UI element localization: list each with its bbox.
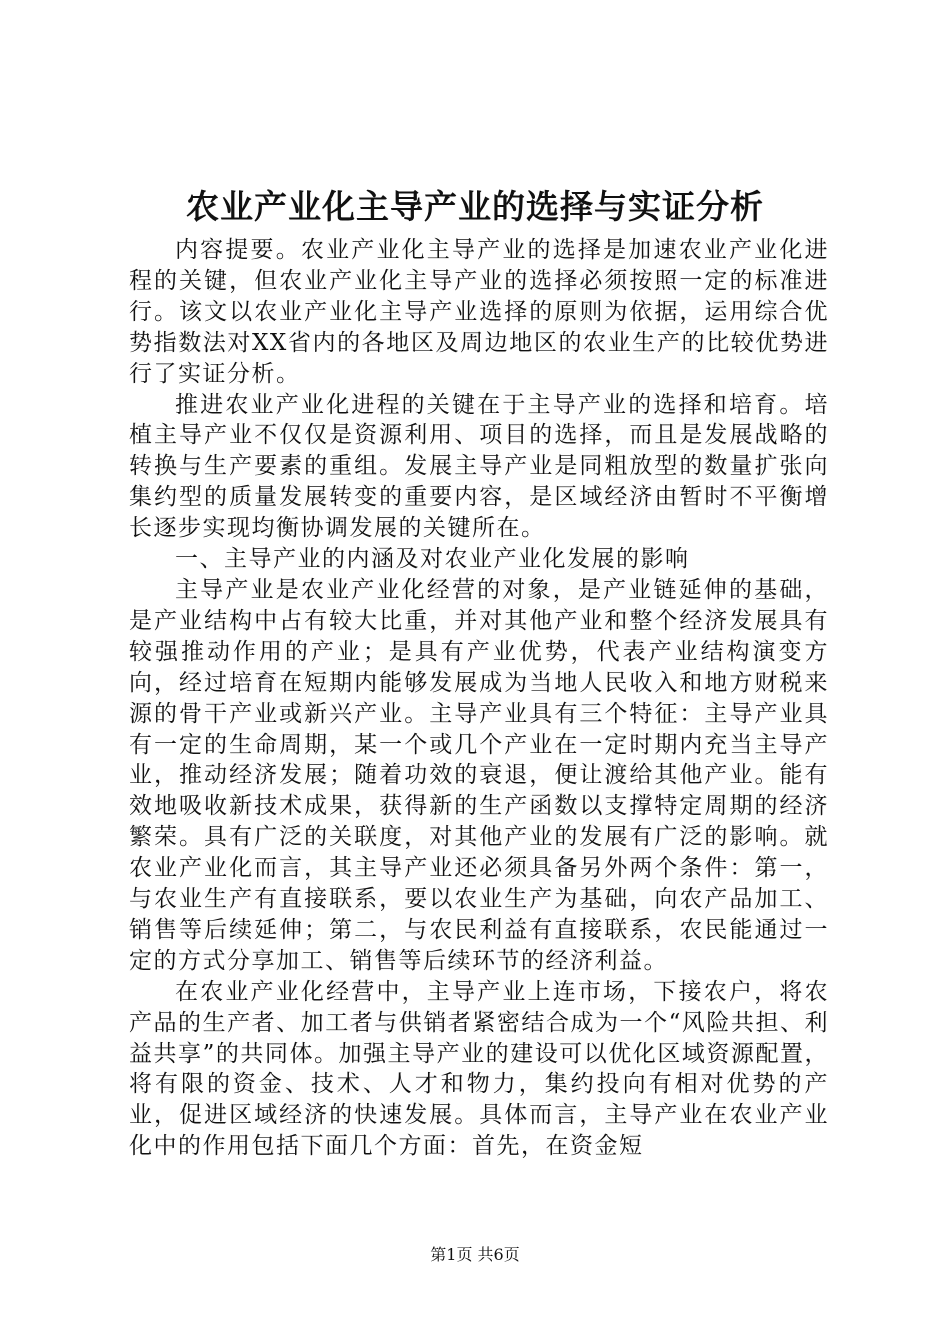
body-paragraph: 主导产业是农业产业化经营的对象，是产业链延伸的基础，是产业结构中占有较大比重，并对其他产业和整个经济发展具有较强推动作用的产业；是具有产业优势，代表产业结构演变方向，经过培育在短期内能够发展成为当地人民收入和地方财税来源的骨干产业或新兴产业。主导产业具有三个特征：主导产业具有一定的生命周期，某一个或几个产业在一定时期内充当主导产业，推动经济发展；随着功效的衰退，便让渡给其他产业。能有效地吸收新技术成果，获得新的生产函数以支撑特定周期的经济繁荣。具有广泛的关联度，对其他产业的发展有广泛的影响。就农业产业化而言，其主导产业还必须具备另外两个条件：第一，与农业生产有直接联系，要以农业生产为基础，向农产品加工、销售等后续延伸；第二，与农民利益有直接联系，农民能通过一定的方式分享加工、销售等后续环节的经济利益。 [129, 576, 829, 974]
document-body [129, 235, 829, 1162]
abstract-paragraph: 内容提要。农业产业化主导产业的选择是加速农业产业化进程的关键，但农业产业化主导产业的选择必须按照一定的标准进行。该文以农业产业化主导产业选择的原则为依据，运用综合优势指数法对XX省内的各地区及周边地区的农业生产的比较优势进行了实证分析。 [129, 237, 829, 387]
document-title: 农业产业化主导产业的选择与实证分析 [186, 187, 764, 226]
section-heading: 一、主导产业的内涵及对农业产业化发展的影响 [175, 546, 690, 573]
intro-paragraph: 推进农业产业化进程的关键在于主导产业的选择和培育。培植主导产业不仅仅是资源利用、项目的选择，而且是发展战略的转换与生产要素的重组。发展主导产业是同粗放型的数量扩张向集约型的质量发展转变的重要内容，是区域经济由暂时不平衡增长逐步实现均衡协调发展的关键所在。 [129, 391, 829, 542]
body-paragraph: 在农业产业化经营中，主导产业上连市场，下接农户，将农产品的生产者、加工者与供销者紧密结合成为一个“风险共担、利益共享”的共同体。加强主导产业的建设可以优化区域资源配置，将有限的资金、技术、人才和物力，集约投向有相对优势的产业，促进区域经济的快速发展。具体而言，主导产业在农业产业化中的作用包括下面几个方面：首先，在资金短 [129, 978, 829, 1160]
page-number-footer: 第1页 共6页 [430, 1245, 520, 1264]
